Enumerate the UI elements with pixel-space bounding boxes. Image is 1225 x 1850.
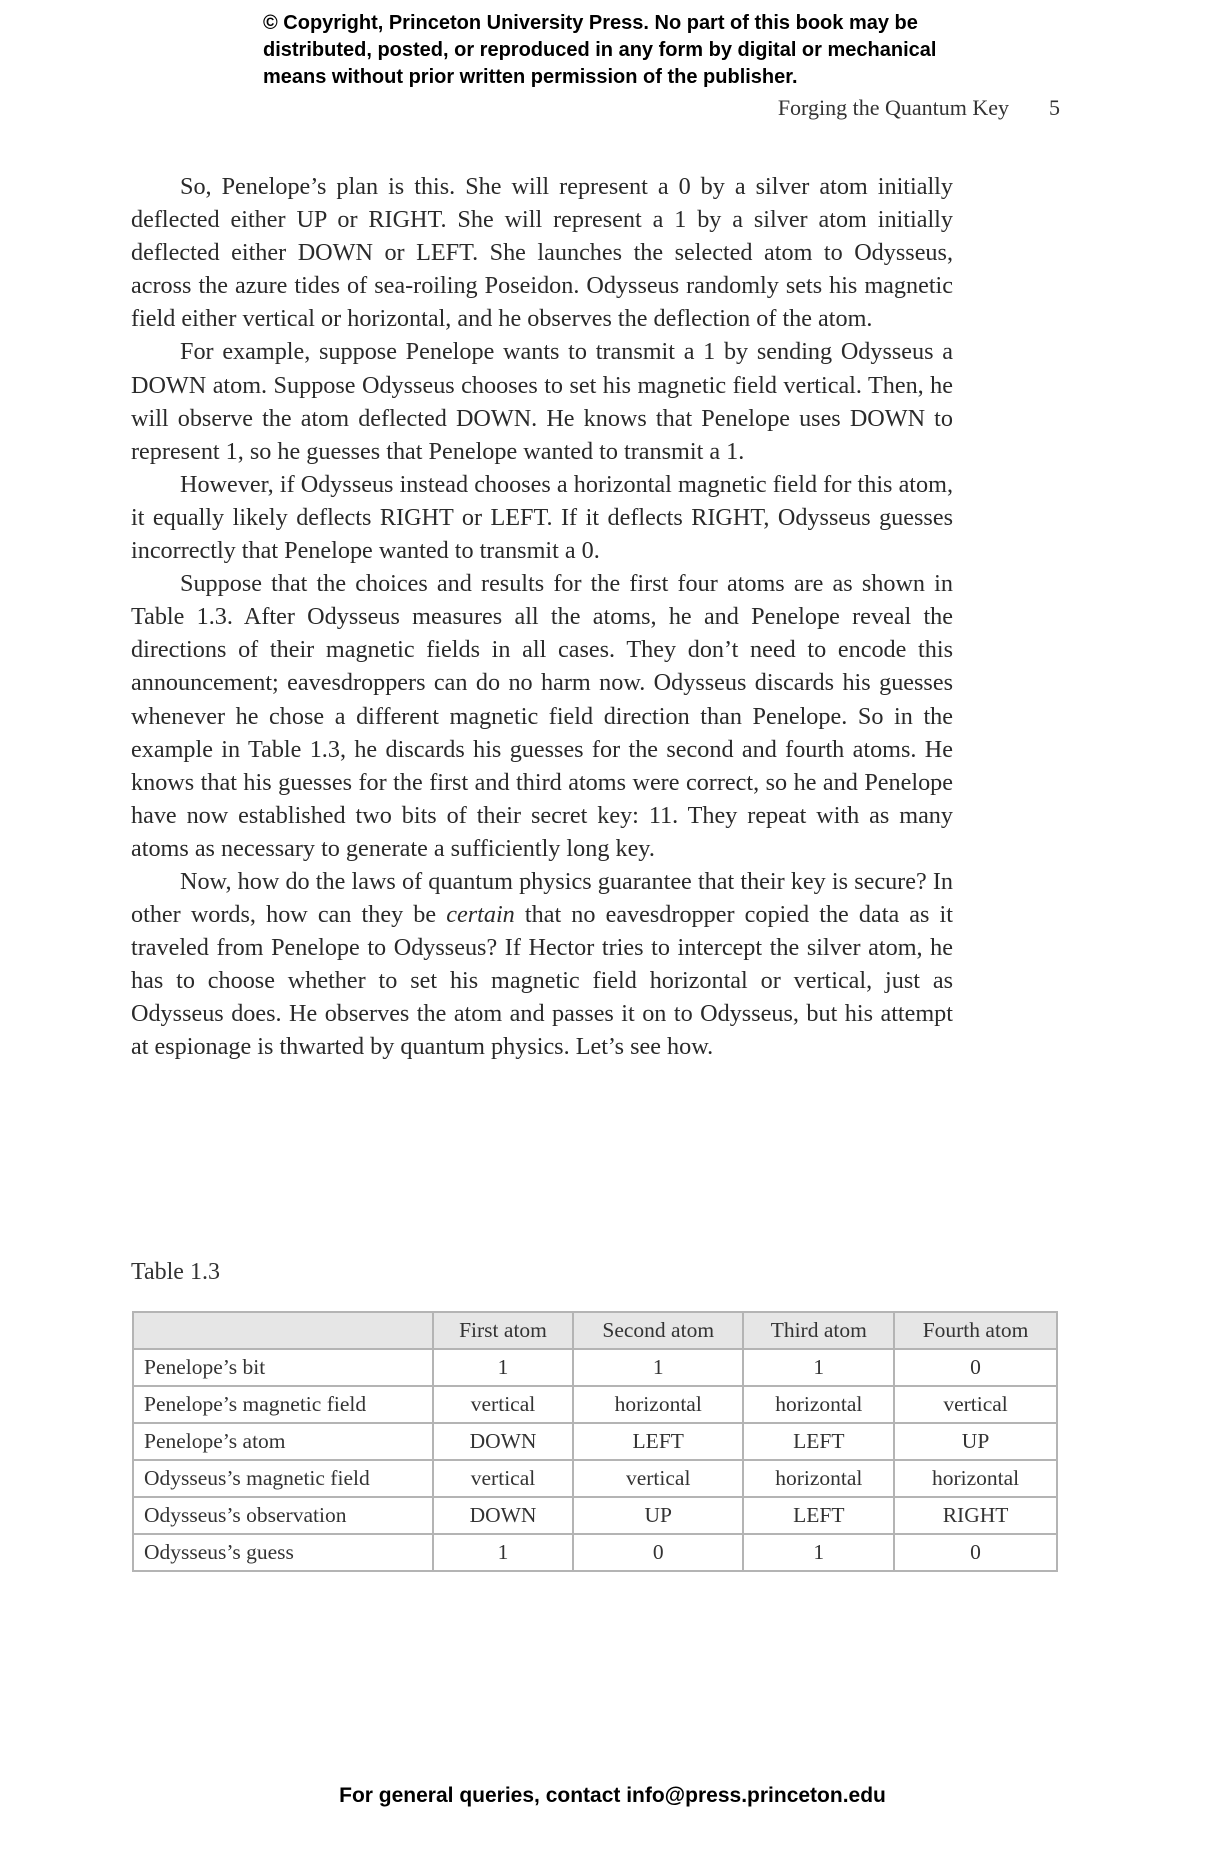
table-cell: DOWN bbox=[433, 1423, 573, 1460]
table-cell: 0 bbox=[894, 1349, 1057, 1386]
table-cell: LEFT bbox=[743, 1423, 894, 1460]
table-header-cell: Fourth atom bbox=[894, 1312, 1057, 1349]
table-header-cell: First atom bbox=[433, 1312, 573, 1349]
table-row bbox=[133, 1386, 1057, 1423]
table-row bbox=[133, 1460, 1057, 1497]
table-cell: 0 bbox=[894, 1534, 1057, 1571]
paragraph: So, Penelope’s plan is this. She will represent a 0 by a silver atom initially deflected either UP or RIGHT. She will represent a 1 by a silver atom initially deflected either DOWN or LEFT. She launches the selected atom to Odysseus, across the azure tides of sea-roiling Poseidon. Odysseus randomly sets his magnetic field either vertical or horizontal, and he observes the deflection of the atom. bbox=[131, 173, 953, 333]
paragraph-text: that no eavesdropper copied the data as it traveled from Penelope to Odysseus? If Hector tries to intercept the silver atom, he has to choose whether to set his magnetic field horizontal or vertical, just as Odysseus does. He observes the atom and passes it on to Odysseus, but his attempt at espionage is thwarted by quantum physics. Let’s see how. bbox=[131, 901, 953, 1061]
copyright-line: © Copyright, Princeton University Press. No part of this book may be bbox=[263, 12, 918, 34]
table-cell: vertical bbox=[573, 1460, 743, 1497]
table-cell: LEFT bbox=[573, 1423, 743, 1460]
table-cell: horizontal bbox=[743, 1386, 894, 1423]
row-label: Odysseus’s observation bbox=[133, 1497, 433, 1534]
table-caption: Table 1.3 bbox=[131, 1259, 220, 1285]
table-cell: horizontal bbox=[743, 1460, 894, 1497]
table-cell: 1 bbox=[573, 1349, 743, 1386]
table-cell: vertical bbox=[433, 1460, 573, 1497]
table-cell: horizontal bbox=[573, 1386, 743, 1423]
row-label: Odysseus’s magnetic field bbox=[133, 1460, 433, 1497]
copyright-line: means without prior written permission of the publisher. bbox=[263, 66, 798, 88]
page-number: 5 bbox=[1049, 95, 1060, 120]
row-label: Penelope’s atom bbox=[133, 1423, 433, 1460]
body-text bbox=[131, 170, 953, 1064]
table-row bbox=[133, 1423, 1057, 1460]
data-table bbox=[132, 1311, 1058, 1572]
table-cell: RIGHT bbox=[894, 1497, 1057, 1534]
table-cell: vertical bbox=[894, 1386, 1057, 1423]
emphasis: certain bbox=[446, 901, 515, 929]
chapter-title: Forging the Quantum Key bbox=[777, 95, 1009, 120]
table-header-cell: Second atom bbox=[573, 1312, 743, 1349]
table-cell: 1 bbox=[743, 1349, 894, 1386]
table-cell: UP bbox=[573, 1497, 743, 1534]
table-cell: LEFT bbox=[743, 1497, 894, 1534]
table-row bbox=[133, 1497, 1057, 1534]
table-cell: 0 bbox=[573, 1534, 743, 1571]
paragraph-text: Now, how do the laws of quantum physics guarantee that their key is secure? In other words, how can they be bbox=[131, 867, 953, 929]
table-row bbox=[133, 1349, 1057, 1386]
table-cell: horizontal bbox=[894, 1460, 1057, 1497]
row-label: Penelope’s bit bbox=[133, 1349, 433, 1386]
paragraph: For example, suppose Penelope wants to transmit a 1 by sending Odysseus a DOWN atom. Suppose Odysseus chooses to set his magnetic field vertical. Then, he will observe the atom deflected DOWN. He knows that Penelope uses DOWN to represent 1, so he guesses that Penelope wanted to transmit a 1. bbox=[131, 338, 953, 465]
paragraph bbox=[131, 865, 953, 1064]
paragraph: However, if Odysseus instead chooses a horizontal magnetic field for this atom, it equally likely deflects RIGHT or LEFT. If it deflects RIGHT, Odysseus guesses incorrectly that Penelope wanted to transmit a 0. bbox=[131, 470, 953, 565]
table-row bbox=[133, 1534, 1057, 1571]
table-cell: DOWN bbox=[433, 1497, 573, 1534]
table-cell: UP bbox=[894, 1423, 1057, 1460]
table-cell: 1 bbox=[433, 1349, 573, 1386]
table-cell: vertical bbox=[433, 1386, 573, 1423]
row-label: Penelope’s magnetic field bbox=[133, 1386, 433, 1423]
row-label: Odysseus’s guess bbox=[133, 1534, 433, 1571]
copyright-line: distributed, posted, or reproduced in any form by digital or mechanical bbox=[263, 39, 937, 61]
table-header-cell: Third atom bbox=[743, 1312, 894, 1349]
table-header-cell bbox=[133, 1312, 433, 1349]
table-cell: 1 bbox=[743, 1534, 894, 1571]
table-header-row bbox=[133, 1312, 1057, 1349]
running-head bbox=[600, 95, 1060, 121]
copyright-notice bbox=[263, 10, 1023, 91]
footer-contact: For general queries, contact info@press.princeton.edu bbox=[339, 1784, 886, 1807]
paragraph: Suppose that the choices and results for the first four atoms are as shown in Table 1.3. After Odysseus measures all the atoms, he and Penelope reveal the directions of their magnetic fields in all cases. They don’t need to encode this announcement; eavesdroppers can do no harm now. Odysseus discards his guesses whenever he chose a different magnetic field direction than Penelope. So in the example in Table 1.3, he discards his guesses for the second and fourth atoms. He knows that his guesses for the first and third atoms were correct, so he and Penelope have now established two bits of their secret key: 11. They repeat with as many atoms as necessary to generate a sufficiently long key. bbox=[131, 570, 953, 862]
table-cell: 1 bbox=[433, 1534, 573, 1571]
